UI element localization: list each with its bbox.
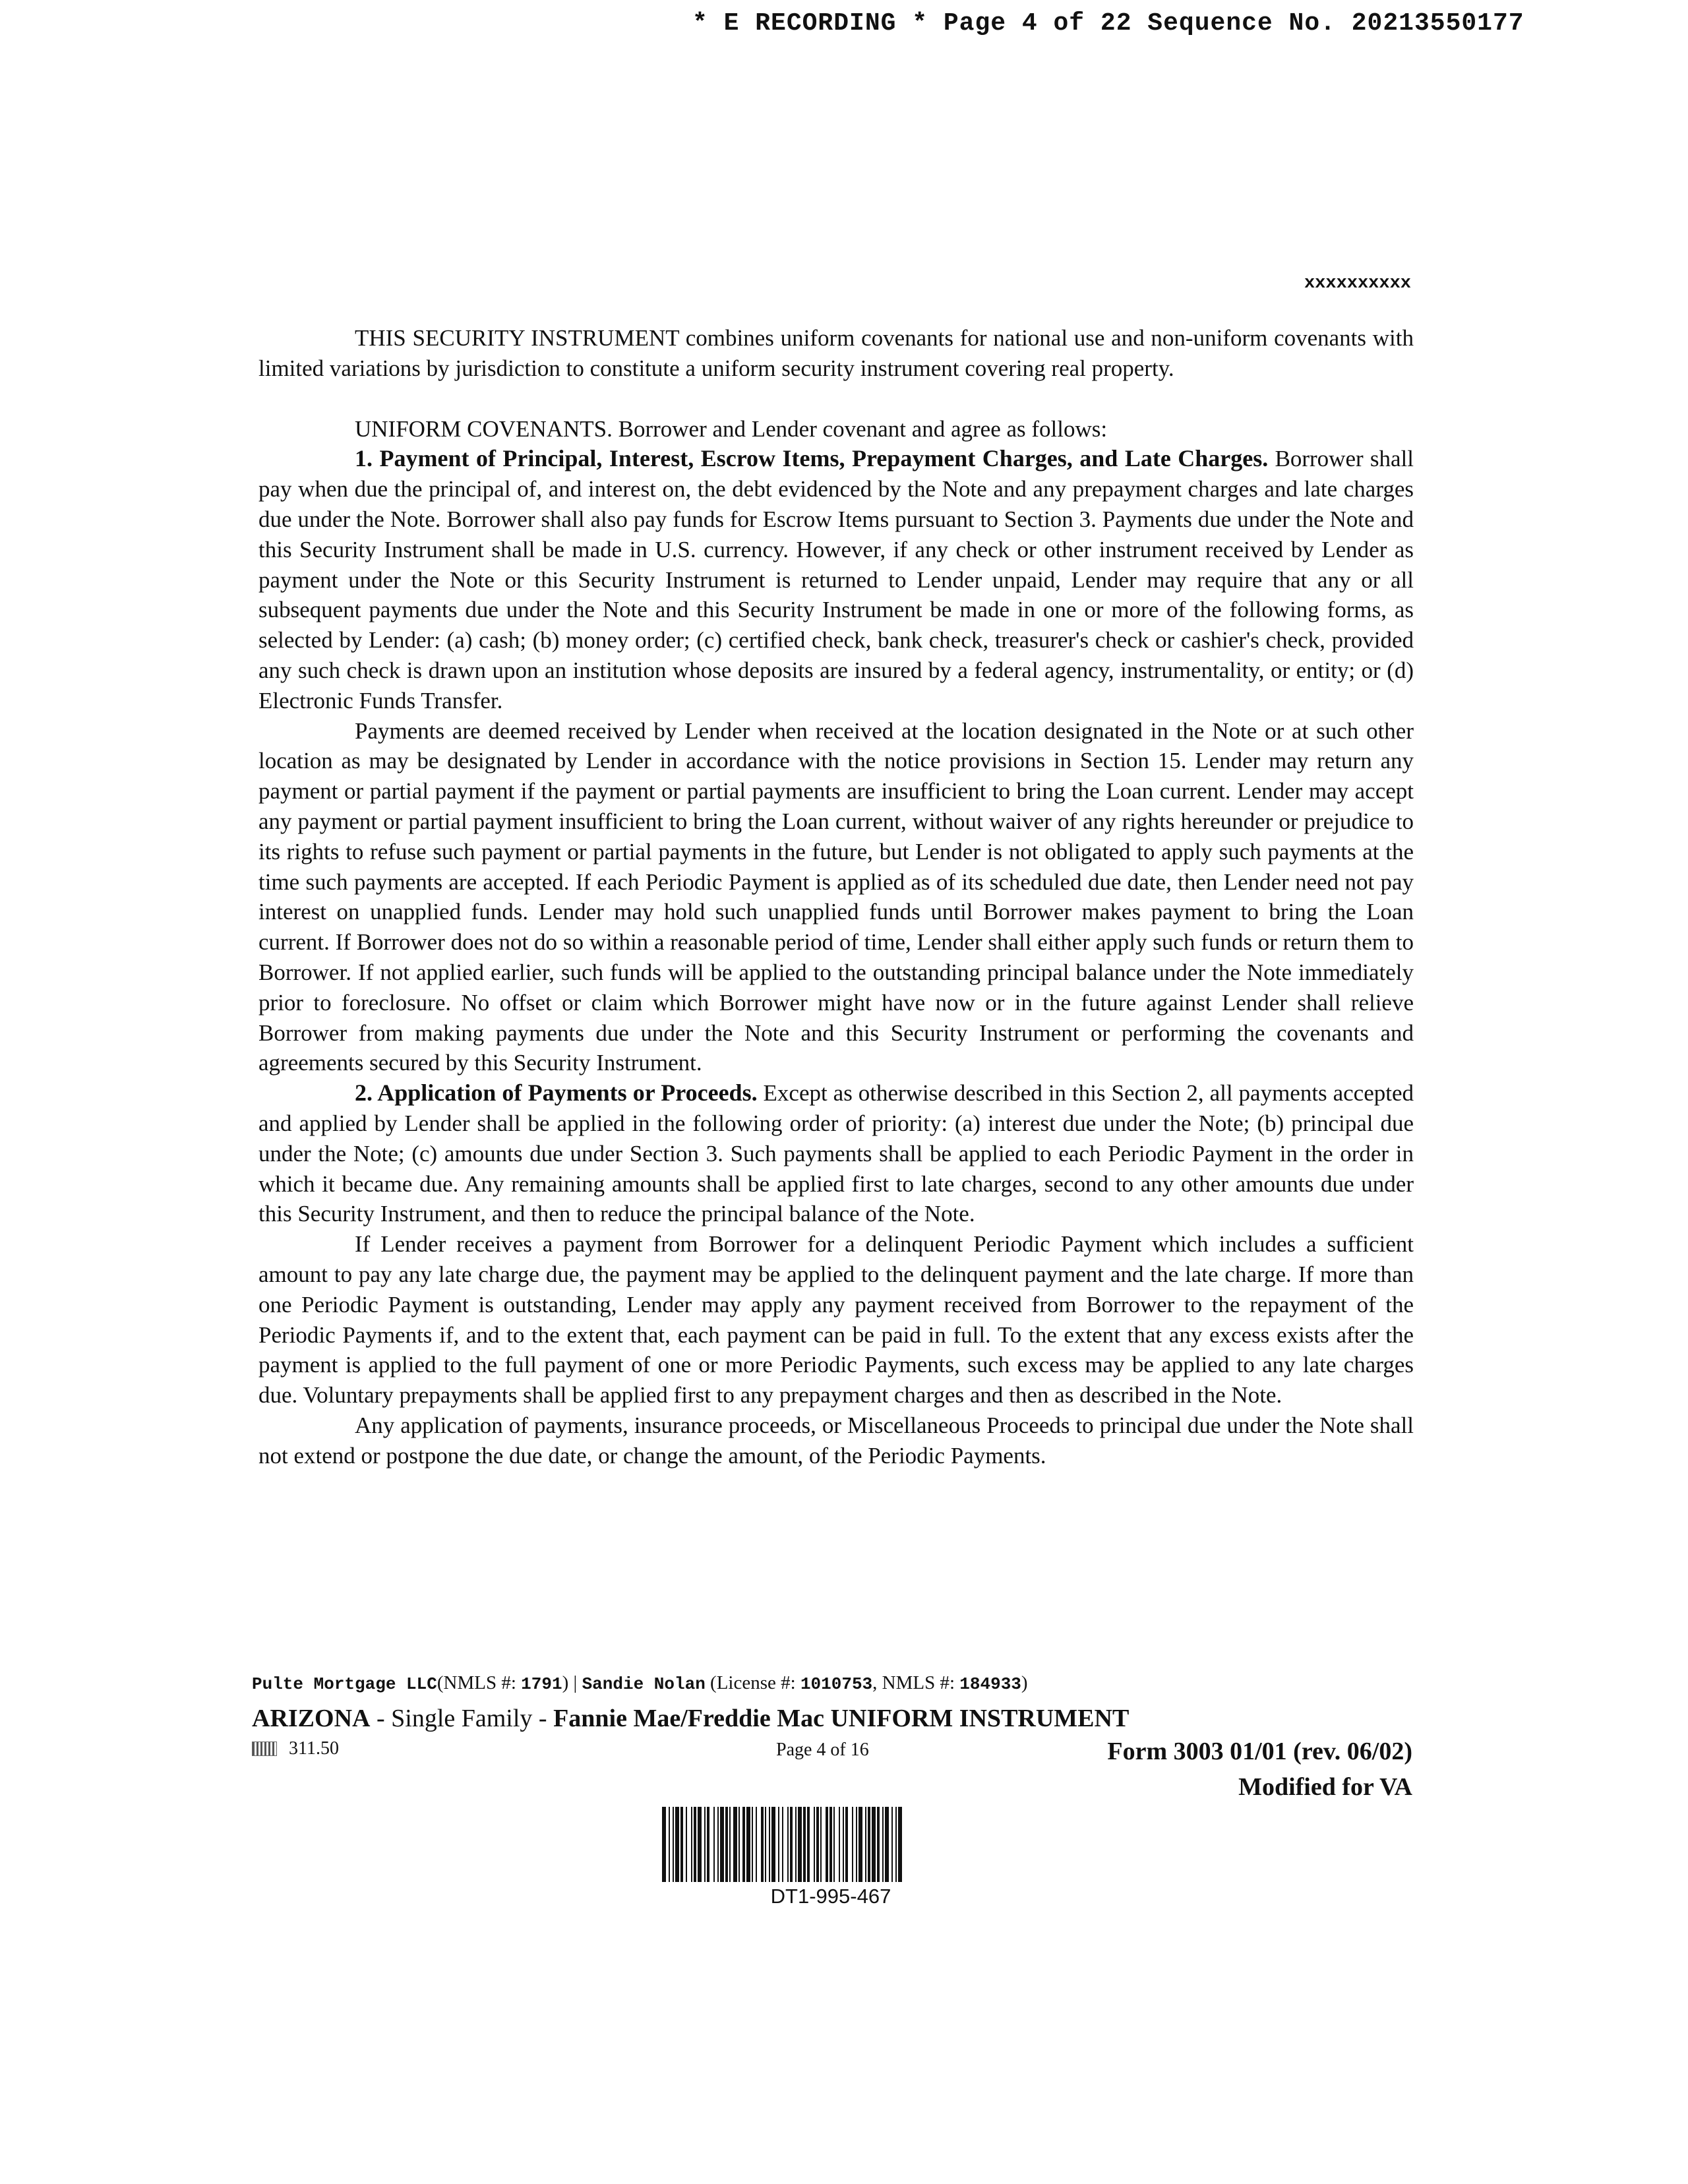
- application-paragraph: Any application of payments, insurance proceeds, or Miscellaneous Proceeds to principal due under the Note shall not extend or postpone the due date, or change the amount, of the Periodic Payments.: [258, 1412, 1414, 1469]
- recording-header: * E RECORDING * Page 4 of 22 Sequence No. 20213550177: [692, 9, 1524, 38]
- instrument-title: [252, 1704, 1439, 1733]
- payments-received-paragraph: Payments are deemed received by Lender when received at the location designated in the Note or at such other location as may be designated by Lender in accordance with the notice provisions in Section 15. Lender may return any payment or partial payment if the payment or partial payments are insufficient to bring the Loan current. Lender may accept any payment or partial payment insufficient to bring the Loan current, without waiver of any rights hereunder or prejudice to its rights to refuse such payment or partial payments in the future, but Lender is not obligated to apply such payments at the time such payments are accepted. If each Periodic Payment is applied as of its scheduled due date, then Lender need not pay interest on unapplied funds. Lender may hold such unapplied funds until Borrower makes payment to bring the Loan current. If Borrower does not do so within a reasonable period of time, Lender shall either apply such funds or return them to Borrower. If not applied earlier, such funds will be applied to the outstanding principal balance under the Note immediately prior to foreclosure. No offset or claim which Borrower might have now or in the future against Lender shall relieve Borrower from making payments due under the Note and this Security Instrument or performing the covenants and agreements secured by this Security Instrument.: [258, 717, 1414, 1076]
- officer-nmls: 184933: [959, 1674, 1021, 1694]
- section-1-heading: 1. Payment of Principal, Interest, Escrow Items, Prepayment Charges, and Late Charges.: [355, 445, 1269, 472]
- lender-close: ): [562, 1672, 569, 1693]
- form-code: [252, 1738, 339, 1759]
- section-2-paragraph: [258, 1078, 1414, 1229]
- intro-paragraph: THIS SECURITY INSTRUMENT combines uniform covenants for national use and non-uniform covenants with limited variations by jurisdiction to constitute a uniform security instrument covering real property.: [258, 325, 1414, 381]
- form-number: Form 3003 01/01 (rev. 06/02): [1107, 1738, 1412, 1765]
- lender-line: [252, 1672, 1439, 1694]
- officer-nmls-label: , NMLS #:: [872, 1672, 960, 1693]
- license-label: (License #:: [710, 1672, 800, 1693]
- form-info-row: [252, 1738, 1412, 1771]
- barcode-number: DT1-995-467: [770, 1885, 891, 1908]
- modified-for-va: Modified for VA: [1238, 1773, 1412, 1801]
- page-number: Page 4 of 16: [776, 1740, 869, 1760]
- barcode-icon: [662, 1807, 1000, 1882]
- section-2-heading: 2. Application of Payments or Proceeds.: [355, 1079, 758, 1107]
- document-body: [258, 323, 1414, 1471]
- section-2-body: Except as otherwise described in this Section 2, all payments accepted and applied by Lender shall be applied in the following order of priority: (a) interest due under the Note; (b) principal due under the Note; (c) amounts due under Section 3. Such payments shall be applied to each Periodic Payment in the order in which it became due. Any remaining amounts shall be applied first to late charges, second to any other amounts due under this Security Instrument, and then to reduce the principal balance of the Note.: [258, 1080, 1414, 1227]
- officer-close: ): [1021, 1672, 1028, 1693]
- lender-name: Pulte Mortgage LLC: [252, 1674, 437, 1694]
- uniform-covenants-paragraph: UNIFORM COVENANTS. Borrower and Lender covenant and agree as follows:: [355, 415, 1108, 442]
- state-name: ARIZONA: [252, 1705, 371, 1732]
- lender-nmls-label: (NMLS #:: [437, 1672, 522, 1693]
- officer-name: Sandie Nolan: [582, 1674, 706, 1694]
- form-code-text: 311.50: [289, 1738, 339, 1759]
- reference-id: xxxxxxxxxx: [1304, 274, 1411, 293]
- delinquent-payment-paragraph: If Lender receives a payment from Borrower for a delinquent Periodic Payment which includes a sufficient amount to pay any late charge due, the payment may be applied to the delinquent payment and the late charge. If more than one Periodic Payment is outstanding, Lender may apply any payment received from Borrower to the repayment of the Periodic Payments if, and to the extent that, each payment can be paid in full. To the extent that any excess exists after the payment is applied to the full payment of one or more Periodic Payments, such excess may be applied to any late charges due. Voluntary prepayments shall be applied first to any prepayment charges and then as described in the Note.: [258, 1231, 1414, 1409]
- lender-nmls: 1791: [521, 1674, 562, 1694]
- form-logo-icon: [252, 1742, 277, 1756]
- title-mid: - Single Family -: [370, 1705, 554, 1732]
- title-instrument: Fannie Mae/Freddie Mac UNIFORM INSTRUMENT: [553, 1705, 1130, 1732]
- lender-separator: |: [568, 1672, 582, 1693]
- license-number: 1010753: [800, 1674, 873, 1694]
- section-1-paragraph: [258, 444, 1414, 715]
- section-1-body: Borrower shall pay when due the principal of, and interest on, the debt evidenced by the Note and any prepayment charges and late charges due under the Note. Borrower shall also pay funds for Escrow Items pursuant to Section 3. Payments due under the Note and this Security Instrument shall be made in U.S. currency. However, if any check or other instrument received by Lender as payment under the Note or this Security Instrument is returned to Lender unpaid, Lender may require that any or all subsequent payments due under the Note and this Security Instrument be made in one or more of the following forms, as selected by Lender: (a) cash; (b) money order; (c) certified check, bank check, treasurer's check or cashier's check, provided any such check is drawn upon an institution whose deposits are insured by a federal agency, instrumentality, or entity; or (d) Electronic Funds Transfer.: [258, 446, 1414, 713]
